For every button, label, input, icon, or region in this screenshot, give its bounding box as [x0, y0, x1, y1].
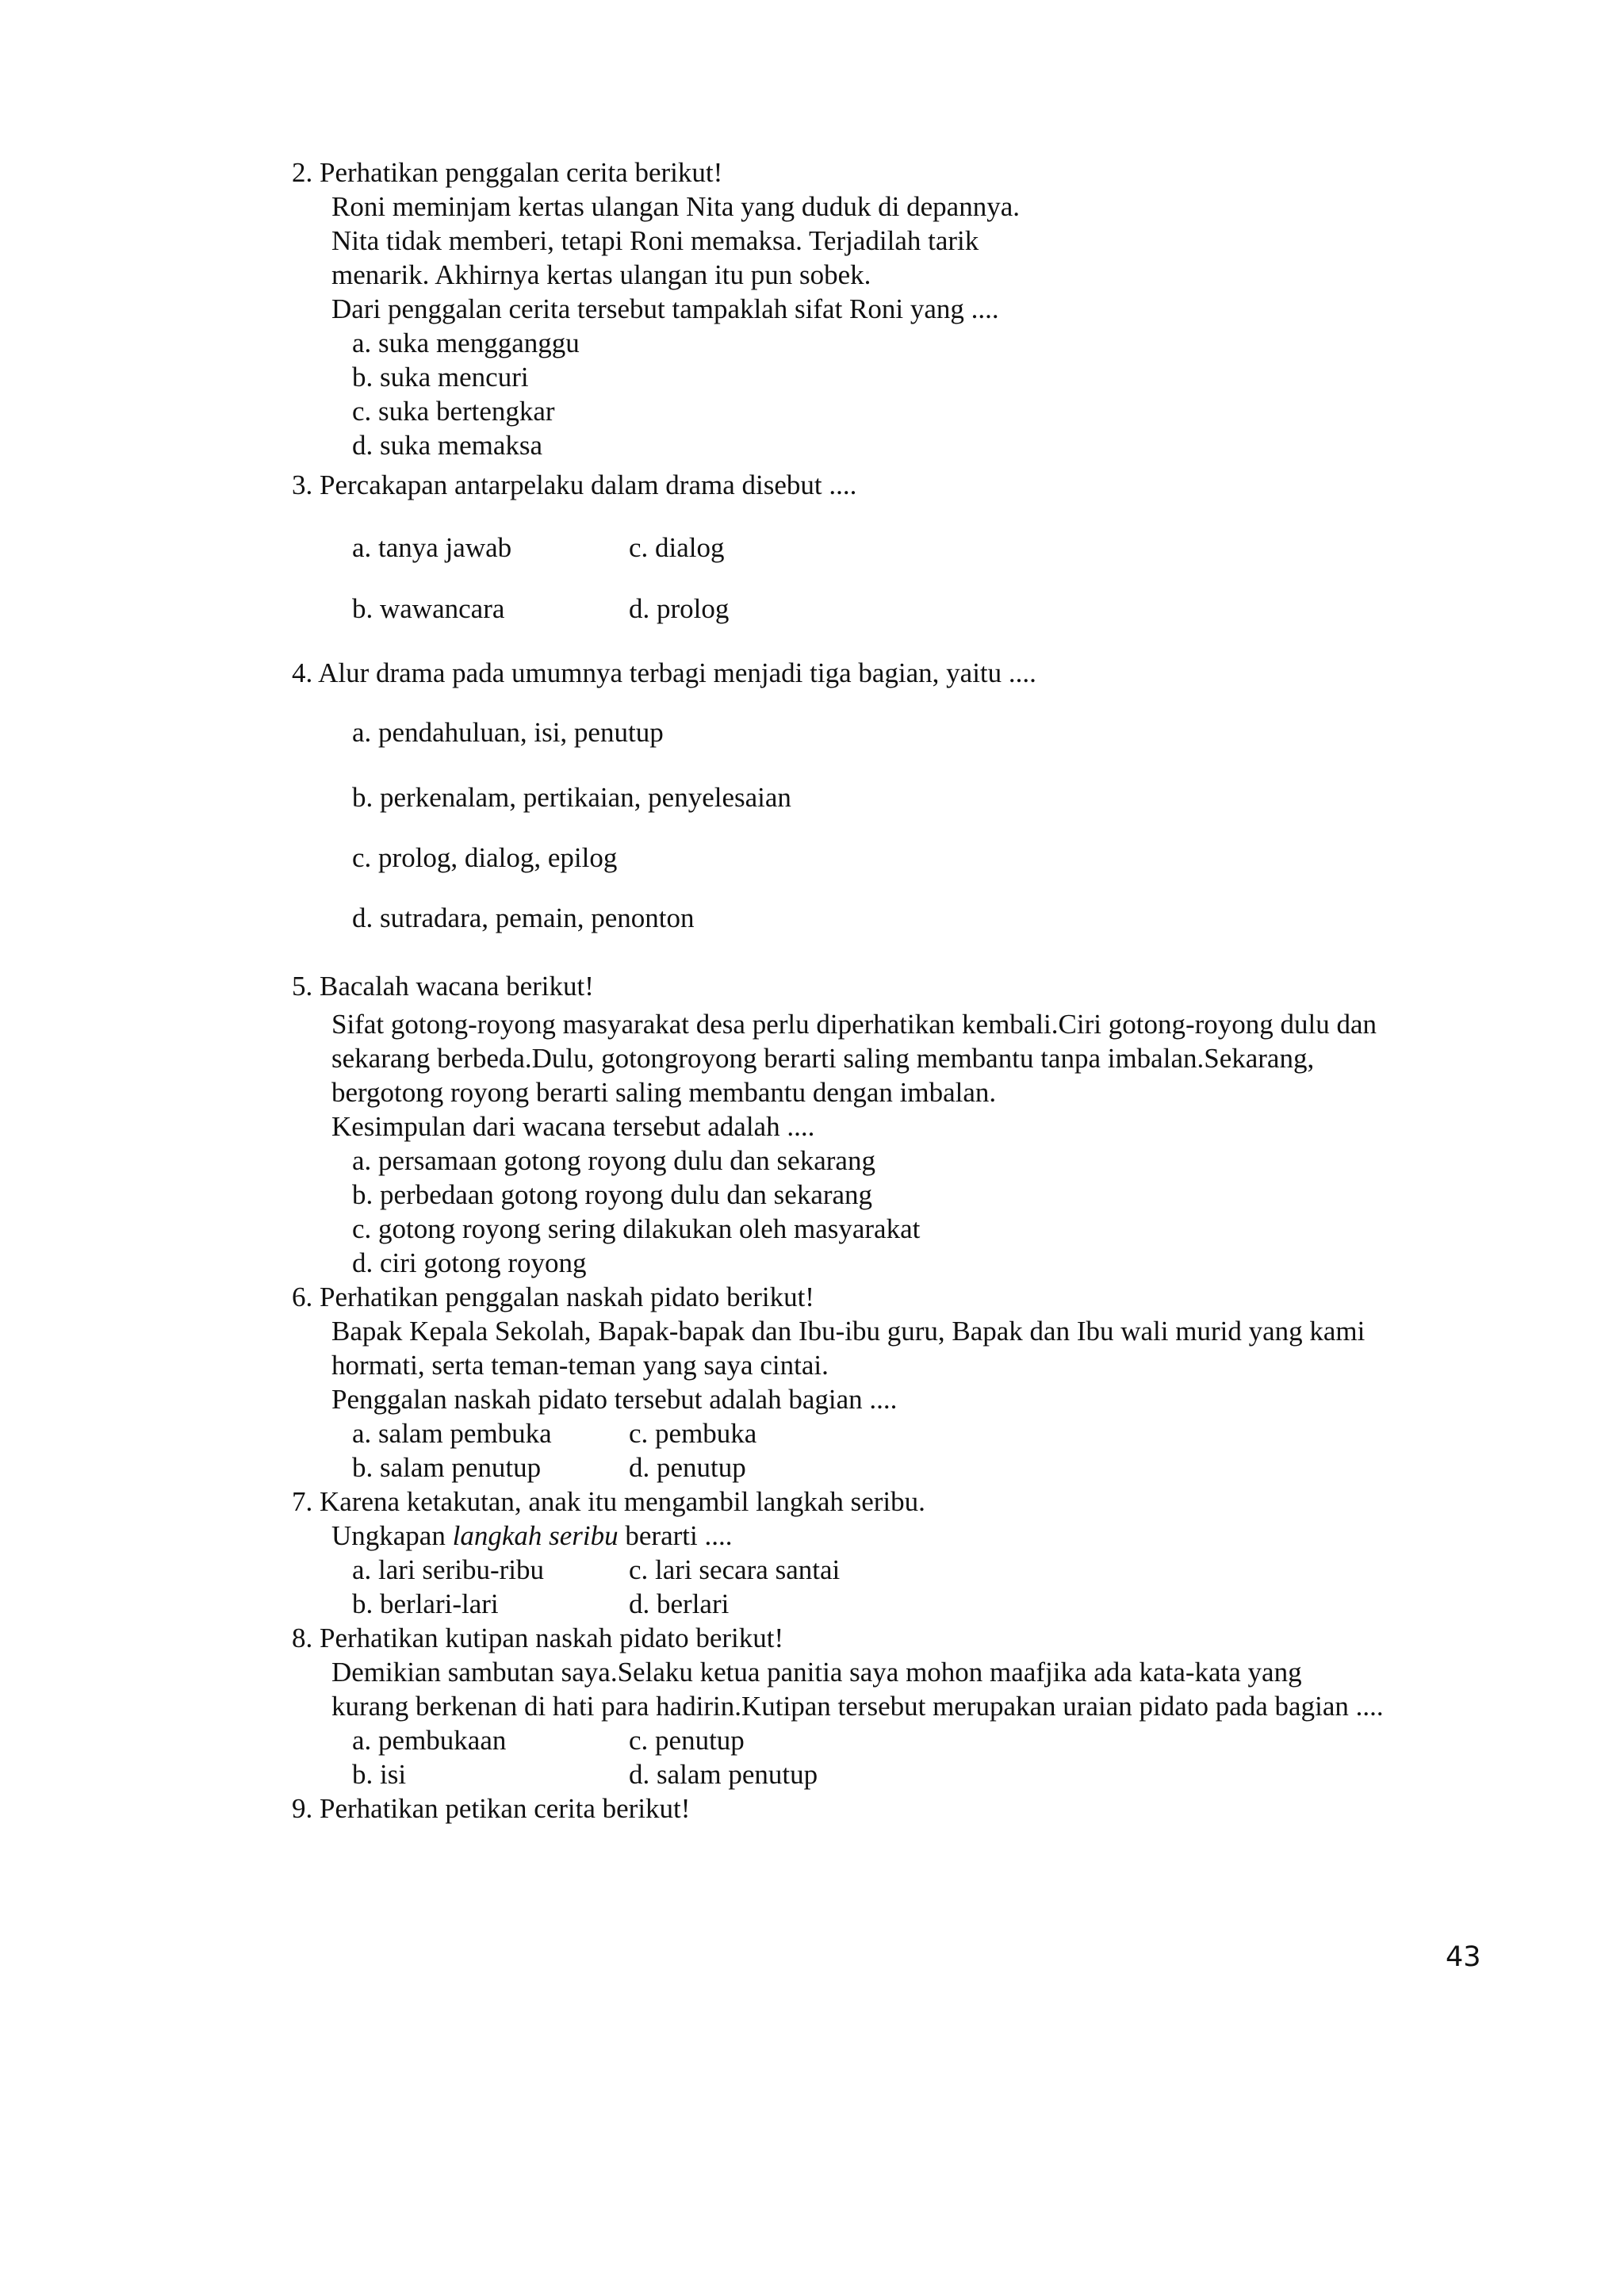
question-9-heading: 9. Perhatikan petikan cerita berikut! [292, 1793, 691, 1824]
question-2-option-c: c. suka bertengkar [352, 396, 555, 427]
question-5-stem-line: bergotong royong berarti saling membantu dengan imbalan. [331, 1077, 997, 1108]
question-4-heading: 4. Alur drama pada umumnya terbagi menjadi tiga bagian, yaitu .... [292, 657, 1036, 688]
question-5-heading: 5. Bacalah wacana berikut! [292, 971, 594, 1002]
question-4-option-b: b. perkenalam, pertikaian, penyelesaian [352, 782, 791, 813]
question-2-stem-line: menarik. Akhirnya kertas ulangan itu pun sobek. [331, 259, 871, 290]
question-4-option-c: c. prolog, dialog, epilog [352, 842, 618, 873]
question-5-stem-line: sekarang berbeda.Dulu, gotongroyong berarti saling membantu tanpa imbalan.Sekarang, [331, 1043, 1315, 1074]
question-2-stem-line: Roni meminjam kertas ulangan Nita yang duduk di depannya. [331, 191, 1020, 222]
question-7-stem-prefix: Ungkapan [331, 1520, 453, 1551]
question-8-option-a: a. pembukaan [352, 1725, 507, 1756]
question-7-option-c: c. lari secara santai [629, 1554, 841, 1585]
question-7-stem-italic: langkah seribu [452, 1520, 619, 1551]
question-2-heading: 2. Perhatikan penggalan cerita berikut! [292, 157, 723, 188]
question-6-option-c: c. pembuka [629, 1418, 757, 1449]
question-6-stem-line: hormati, serta teman-teman yang saya cintai. [331, 1350, 829, 1381]
question-3-option-a: a. tanya jawab [352, 532, 512, 563]
question-5-option-b: b. perbedaan gotong royong dulu dan sekarang [352, 1179, 873, 1210]
question-6-stem-line: Penggalan naskah pidato tersebut adalah bagian .... [331, 1384, 898, 1415]
question-6-option-d: d. penutup [629, 1452, 746, 1483]
question-7-stem-line [331, 1519, 732, 1554]
question-3-heading: 3. Percakapan antarpelaku dalam drama disebut .... [292, 469, 857, 500]
question-4-option-a: a. pendahuluan, isi, penutup [352, 717, 664, 748]
question-7-option-d: d. berlari [629, 1588, 730, 1619]
question-5-option-a: a. persamaan gotong royong dulu dan sekarang [352, 1145, 875, 1176]
question-8-heading: 8. Perhatikan kutipan naskah pidato berikut! [292, 1623, 784, 1653]
question-8-option-b: b. isi [352, 1759, 407, 1790]
question-2-option-b: b. suka mencuri [352, 362, 529, 393]
question-8-stem-line: kurang berkenan di hati para hadirin.Kutipan tersebut merupakan uraian pidato pada bagian .... [331, 1691, 1384, 1722]
question-4-option-d: d. sutradara, pemain, penonton [352, 902, 695, 933]
question-6-option-a: a. salam pembuka [352, 1418, 552, 1449]
question-5-stem-line: Sifat gotong-royong masyarakat desa perlu diperhatikan kembali.Ciri gotong-royong dulu dan [331, 1009, 1377, 1040]
question-3-option-c: c. dialog [629, 532, 725, 563]
question-8-option-c: c. penutup [629, 1725, 745, 1756]
question-2-stem-line: Nita tidak memberi, tetapi Roni memaksa. Terjadilah tarik [331, 225, 979, 256]
question-7-option-b: b. berlari-lari [352, 1588, 499, 1619]
question-3-option-d: d. prolog [629, 593, 730, 624]
question-5-stem-line: Kesimpulan dari wacana tersebut adalah .... [331, 1111, 815, 1142]
question-2-option-d: d. suka memaksa [352, 430, 543, 461]
question-6-heading: 6. Perhatikan penggalan naskah pidato berikut! [292, 1282, 814, 1312]
question-8-option-d: d. salam penutup [629, 1759, 818, 1790]
question-7-heading: 7. Karena ketakutan, anak itu mengambil langkah seribu. [292, 1486, 925, 1517]
page-number: 43 [1446, 1941, 1481, 1973]
question-7-stem-suffix: berarti .... [618, 1520, 733, 1551]
question-3-option-b: b. wawancara [352, 593, 505, 624]
question-5-option-c: c. gotong royong sering dilakukan oleh masyarakat [352, 1213, 921, 1244]
question-5-option-d: d. ciri gotong royong [352, 1247, 587, 1278]
question-7-option-a: a. lari seribu-ribu [352, 1554, 544, 1585]
question-6-option-b: b. salam penutup [352, 1452, 542, 1483]
question-6-stem-line: Bapak Kepala Sekolah, Bapak-bapak dan Ibu-ibu guru, Bapak dan Ibu wali murid yang kami [331, 1316, 1365, 1347]
question-2-option-a: a. suka mengganggu [352, 328, 580, 358]
question-8-stem-line: Demikian sambutan saya.Selaku ketua panitia saya mohon maafjika ada kata-kata yang [331, 1657, 1302, 1688]
question-2-stem-line: Dari penggalan cerita tersebut tampaklah sifat Roni yang .... [331, 293, 999, 324]
